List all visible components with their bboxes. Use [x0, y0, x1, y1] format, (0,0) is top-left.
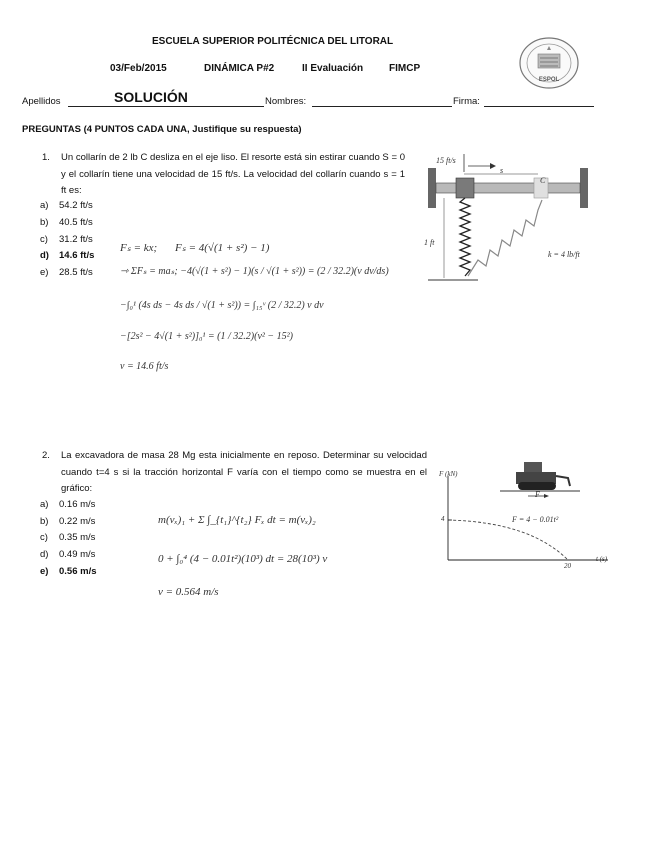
- q1-option-c[interactable]: c) 31.2 ft/s: [40, 234, 93, 245]
- faculty-name: FIMCP: [389, 63, 421, 74]
- q1-option-e[interactable]: e) 28.5 ft/s: [40, 267, 93, 278]
- firma-field[interactable]: [484, 106, 594, 107]
- q1-fig-velocity: 15 ft/s: [436, 156, 456, 165]
- espol-seal-logo: [518, 36, 580, 90]
- q1-fig-height: 1 ft: [424, 238, 435, 247]
- nombres-field[interactable]: [312, 106, 452, 107]
- collar-spring-figure: [418, 150, 608, 300]
- svg-text:ESPOL: ESPOL: [538, 77, 560, 83]
- q1-eq-newton: ⇾ ΣFₛ = maₛ; −4(√(1 + s²) − 1)(s / √(1 + s²)) = (2 / 32.2)(v dv/ds): [120, 266, 389, 277]
- q1-eq-result: v = 14.6 ft/s: [120, 361, 169, 372]
- q1-text: Un collarín de 2 lb C desliza en el eje liso. El resorte está sin estirar cuando S = 0 y el collarín tiene una velocidad de 15 ft/s. La velocidad del collarín cuando s = 1 ft es:: [61, 152, 405, 196]
- q1-number: 1.: [42, 152, 50, 163]
- q1-fig-k: k = 4 lb/ft: [548, 250, 580, 259]
- q2-option-b[interactable]: b) 0.22 m/s: [40, 516, 96, 527]
- q1-eq-integral: −∫₀¹ (4s ds − 4s ds / √(1 + s²)) = ∫₁₅ᵛ (2 / 32.2) v dv: [120, 300, 324, 311]
- q2-text: La excavadora de masa 28 Mg esta inicialmente en reposo. Determinar su velocidad cuando t=4 s si la tracción horizontal F varía con el tiempo como se muestra en el gráfico:: [61, 450, 427, 494]
- q2-graph-curve-label: F = 4 − 0.01t²: [512, 515, 559, 524]
- q1-fig-s: s: [500, 166, 504, 175]
- q2-eq-impulse: m(vₓ)₁ + Σ ∫_{t₁}^{t₂} Fₓ dt = m(vₓ)₂: [158, 514, 316, 526]
- q1-eq-spring-law: Fₛ = kx;: [120, 242, 158, 254]
- institution-title: ESCUELA SUPERIOR POLITÉCNICA DEL LITORAL: [152, 36, 394, 47]
- q2-option-a[interactable]: a) 0.16 m/s: [40, 499, 96, 510]
- nombres-label: Nombres:: [265, 96, 307, 107]
- q2-eq-integral: 0 + ∫₀⁴ (4 − 0.01t²)(10³) dt = 28(10³) v: [158, 553, 328, 565]
- q1-eq-spring-force: Fₛ = 4(√(1 + s²) − 1): [175, 242, 270, 254]
- q2-number: 2.: [42, 450, 50, 461]
- q2-option-e-correct[interactable]: e) 0.56 m/s: [40, 566, 97, 577]
- q2-fig-force: F: [535, 490, 540, 499]
- course-name: DINÁMICA P#2: [204, 63, 275, 74]
- q2-eq-result: v = 0.564 m/s: [158, 586, 219, 598]
- firma-label: Firma:: [453, 96, 480, 107]
- apellidos-value: SOLUCIÓN: [114, 89, 188, 105]
- q1-option-d-correct[interactable]: d) 14.6 ft/s: [40, 250, 95, 261]
- q1-option-a[interactable]: a) 54.2 ft/s: [40, 200, 93, 211]
- exam-date: 03/Feb/2015: [110, 63, 167, 74]
- q2-graph-y0: 4: [441, 515, 445, 523]
- q2-option-c[interactable]: c) 0.35 m/s: [40, 532, 96, 543]
- instructions: PREGUNTAS (4 PUNTOS CADA UNA, Justifique su respuesta): [22, 124, 302, 135]
- apellidos-field[interactable]: [68, 106, 264, 107]
- force-curve: [448, 520, 568, 560]
- q2-graph-x-end: 20: [564, 562, 571, 570]
- apellidos-label: Apellidos: [22, 96, 61, 107]
- q1-eq-evaluated: −[2s² − 4√(1 + s²)]₀¹ = (1 / 32.2)(v² − 15²): [120, 331, 293, 342]
- q1-option-b[interactable]: b) 40.5 ft/s: [40, 217, 93, 228]
- evaluation-name: II Evaluación: [302, 63, 364, 74]
- q2-option-d[interactable]: d) 0.49 m/s: [40, 549, 96, 560]
- q2-graph-ylabel: F (kN): [439, 470, 458, 478]
- q2-graph-xlabel: t (s): [596, 555, 608, 563]
- q1-fig-c: C: [540, 176, 546, 185]
